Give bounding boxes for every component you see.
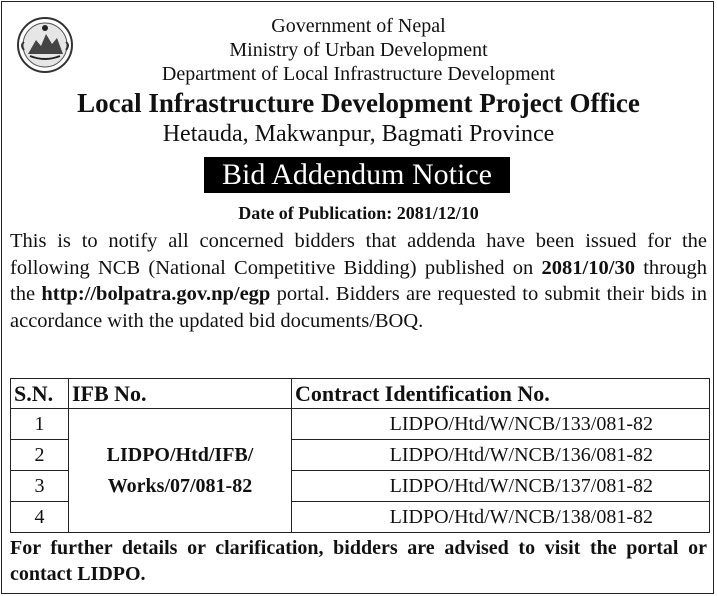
office-title: Local Infrastructure Development Project Office xyxy=(77,88,640,118)
portal-link[interactable]: http://bolpatra.gov.np/egp xyxy=(41,283,271,305)
body-text-3: portal. Bidders are requested to submit their bids in accordance with the updated bid documents/BOQ. xyxy=(10,283,707,332)
row-sn: 3 xyxy=(11,471,69,502)
notice-body xyxy=(10,228,707,334)
column-header-ifb: IFB No. xyxy=(69,379,292,409)
contract-id: LIDPO/Htd/W/NCB/136/081-82 xyxy=(292,440,710,471)
table-header-row xyxy=(11,379,710,409)
row-sn: 1 xyxy=(11,409,69,440)
published-date: 2081/10/30 xyxy=(541,256,635,279)
notice-title: Bid Addendum Notice xyxy=(204,157,510,193)
office-address: Hetauda, Makwanpur, Bagmati Province xyxy=(162,121,555,147)
table-row xyxy=(11,409,710,440)
column-header-sn: S.N. xyxy=(11,379,69,409)
body-text-1: This is to notify all concerned bidders that addenda have been issued for the following NCB (National Competitive Bidding) published on xyxy=(10,230,707,279)
body-text-2: through the xyxy=(10,256,707,305)
ministry-line: Ministry of Urban Development xyxy=(229,39,488,61)
ifb-number: LIDPO/Htd/IFB/ Works/07/081-82 xyxy=(69,409,292,533)
contract-id: LIDPO/Htd/W/NCB/133/081-82 xyxy=(292,409,710,440)
column-header-contract: Contract Identification No. xyxy=(292,379,710,409)
department-line: Department of Local Infrastructure Development xyxy=(161,63,556,85)
government-line: Government of Nepal xyxy=(271,15,446,37)
row-sn: 2 xyxy=(11,440,69,471)
publication-date: Date of Publication: 2081/12/10 xyxy=(238,203,479,223)
footer-note: For further details or clarification, bidders are advised to visit the portal or contact LIDPO. xyxy=(10,537,707,585)
contracts-table xyxy=(10,378,710,533)
contract-id: LIDPO/Htd/W/NCB/138/081-82 xyxy=(292,502,710,533)
row-sn: 4 xyxy=(11,502,69,533)
contract-id: LIDPO/Htd/W/NCB/137/081-82 xyxy=(292,471,710,502)
